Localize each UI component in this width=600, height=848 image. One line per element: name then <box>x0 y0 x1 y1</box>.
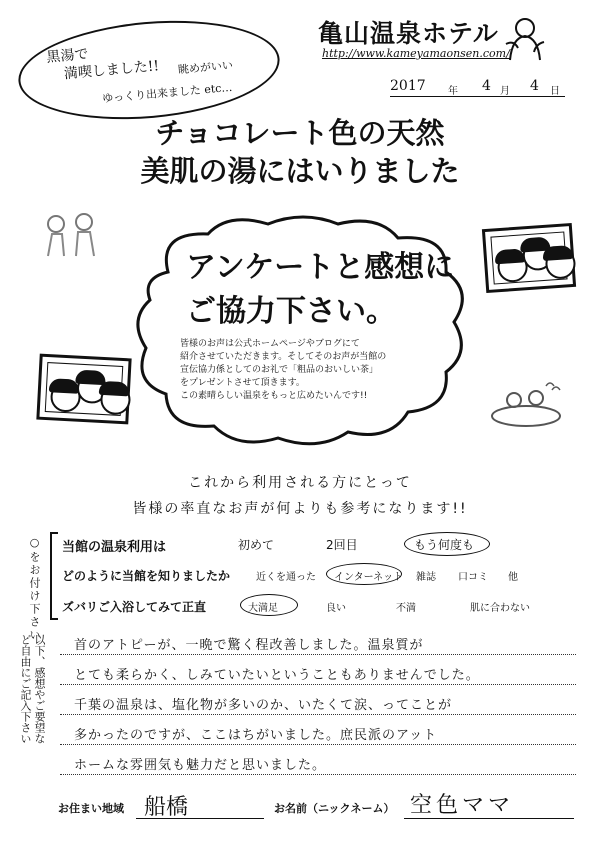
cloud-body-line: この素晴らしい温泉をもっと広めたいんです!! <box>180 391 368 401</box>
bath-illustration-icon <box>486 380 566 430</box>
address-value[interactable]: 船橋 <box>144 795 189 820</box>
q1-label: 当館の温泉利用は <box>62 540 167 555</box>
hotel-name: 亀山温泉ホテル <box>318 19 499 48</box>
survey-q3 <box>62 596 582 618</box>
q3-option[interactable]: 肌に合わない <box>470 603 530 614</box>
q2-option[interactable]: 他 <box>508 572 518 583</box>
q2-label: どのように当館を知りましたか <box>62 569 231 583</box>
title-line-1: チョコレート色の天然 <box>155 116 445 150</box>
footer-row <box>58 786 578 822</box>
family-photo-left <box>36 354 131 425</box>
date-day: 4 <box>530 78 539 94</box>
note-line-4: ゆっくり出来ました etc… <box>101 80 233 106</box>
page-title <box>0 114 600 190</box>
survey-bracket <box>50 532 58 620</box>
comment-line: 首のアトピーが、一晩で驚く程改善しました。温泉質が <box>74 638 424 653</box>
note-line-1: 黒湯で <box>45 46 90 66</box>
intro-line-1: これから利用される方にとって <box>188 475 412 491</box>
speech-cloud <box>128 212 474 452</box>
intro-line-2: 皆様の率直なお声が何よりも参考になります!! <box>132 501 468 517</box>
q1-option[interactable]: もう何度も <box>414 538 475 552</box>
family-photo-right <box>482 223 576 293</box>
q1-option[interactable]: 初めて <box>238 538 275 552</box>
q2-option[interactable]: 近くを通った <box>256 572 316 583</box>
circle-instruction: ○をお付け下さい <box>28 536 41 642</box>
comment-line: ホームな雰囲気も魅力だと思いました。 <box>74 758 327 773</box>
cloud-body-line: 宣伝協力係としてのお礼で「粗品のおいしい茶」 <box>180 365 379 375</box>
q1-option[interactable]: 2回目 <box>326 538 358 552</box>
q2-option[interactable]: 雑誌 <box>416 572 436 583</box>
date-month: 4 <box>482 78 491 94</box>
q3-option[interactable]: 良い <box>326 603 346 614</box>
corner-note-bubble <box>14 11 283 129</box>
q3-option[interactable]: 大満足 <box>248 603 278 614</box>
note-line-3: 眺めがいい <box>177 58 234 77</box>
hotel-url: http://www.kameyamaonsen.com/ <box>322 47 510 60</box>
q2-option[interactable]: 口コミ <box>458 572 488 583</box>
comment-line: 千葉の温泉は、塩化物が多いのか、いたくて涙、ってことが <box>74 698 453 713</box>
cloud-heading-1: アンケートと感想に <box>186 250 455 285</box>
title-line-2: 美肌の湯にはいりました <box>140 154 460 188</box>
name-label: お名前（ニックネーム） <box>274 802 395 815</box>
date-year: 2017 <box>390 78 426 94</box>
free-comment-instruction: 以下、感想やご要望など自由にご記入下さい <box>19 634 46 744</box>
mascot-icon <box>500 14 550 64</box>
q3-option[interactable]: 不満 <box>396 603 416 614</box>
comment-line: 多かったのですが、ここはちがいました。庶民派のアット <box>74 728 438 743</box>
survey-q2 <box>62 565 582 587</box>
address-label: お住まい地域 <box>58 802 124 815</box>
q2-option[interactable]: インターネット <box>334 572 404 583</box>
comment-area <box>0 626 600 776</box>
intro-text <box>0 470 600 522</box>
cloud-body-line: 皆様のお声は公式ホームページやブログにて <box>180 339 360 349</box>
name-value[interactable]: 空色ママ <box>410 793 515 818</box>
date-row <box>390 76 570 98</box>
cloud-body-line: 紹介させていただきます。そしてそのお声が当館の <box>180 352 387 362</box>
comment-line: とても柔らかく、しみていたいということもありませんでした。 <box>74 668 480 683</box>
month-unit: 月 <box>500 86 510 97</box>
cloud-heading-2: ご協力下さい。 <box>186 294 396 329</box>
survey-q1 <box>62 534 582 556</box>
q3-label: ズバリご入浴してみて正直 <box>62 600 207 614</box>
kids-illustration-icon <box>38 210 108 260</box>
cloud-body-line: をプレゼントさせて頂きます。 <box>180 378 305 388</box>
cloud-body <box>180 338 450 403</box>
day-unit: 日 <box>550 86 560 97</box>
year-unit: 年 <box>448 86 458 97</box>
note-line-2: 満喫しました!! <box>63 58 160 83</box>
